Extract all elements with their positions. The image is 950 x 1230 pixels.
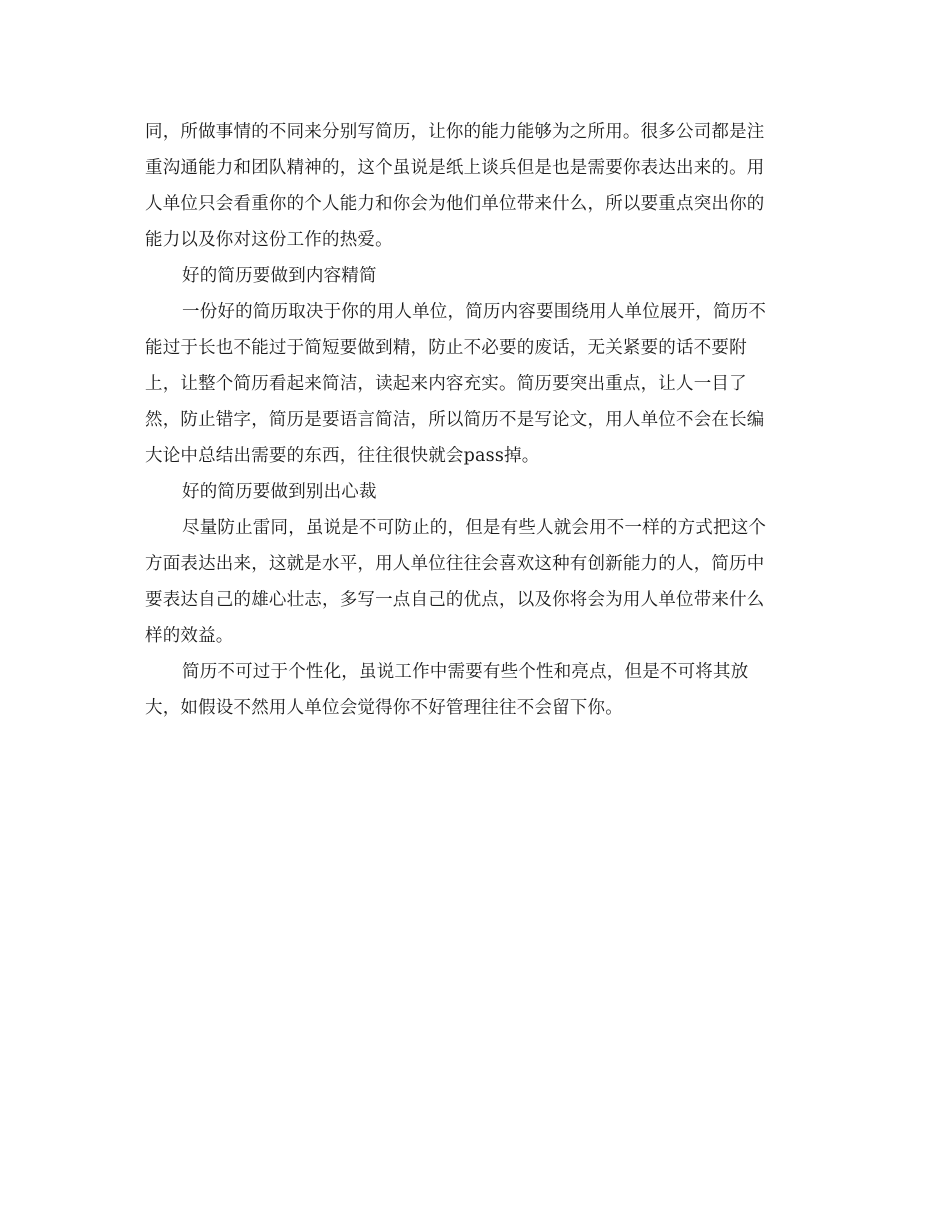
text-line: 同，所做事情的不同来分别写简历，让你的能力能够为之所用。很多公司都是注 bbox=[145, 122, 765, 142]
text-line: 尽量防止雷同，虽说是不可防止的，但是有些人就会用不一样的方式把这个 bbox=[182, 518, 767, 538]
document-body bbox=[145, 114, 805, 726]
text-line: 能力以及你对这份工作的热爱。 bbox=[145, 230, 393, 250]
heading-line: 好的简历要做到内容精简 bbox=[182, 266, 377, 286]
text-line: 人单位只会看重你的个人能力和你会为他们单位带来什么，所以要重点突出你的 bbox=[145, 194, 765, 214]
text-line: 要表达自己的雄心壮志，多写一点自己的优点，以及你将会为用人单位带来什么 bbox=[145, 590, 765, 610]
text-line: 上，让整个简历看起来简洁，读起来内容充实。简历要突出重点，让人一目了 bbox=[145, 374, 747, 394]
heading-line: 好的简历要做到别出心裁 bbox=[182, 482, 377, 502]
section-heading-concise-content bbox=[145, 258, 805, 294]
text-line: 重沟通能力和团队精神的，这个虽说是纸上谈兵但是也是需要你表达出来的。用 bbox=[145, 158, 765, 178]
text-line: 能过于长也不能过于简短要做到精，防止不必要的废话，无关紧要的话不要附 bbox=[145, 338, 747, 358]
paragraph-personalization-warning bbox=[145, 654, 805, 726]
text-line: 然，防止错字，简历是要语言简洁，所以简历不是写论文，用人单位不会在长编 bbox=[145, 410, 765, 430]
section-heading-unique-design bbox=[145, 474, 805, 510]
text-line: 大，如假设不然用人单位会觉得你不好管理往往不会留下你。 bbox=[145, 698, 623, 718]
paragraph-resume-targeting-continued bbox=[145, 114, 805, 258]
text-line: 大论中总结出需要的东西，往往很快就会pass掉。 bbox=[145, 446, 540, 466]
text-line: 简历不可过于个性化，虽说工作中需要有些个性和亮点，但是不可将其放 bbox=[182, 662, 749, 682]
text-line: 一份好的简历取决于你的用人单位，简历内容要围绕用人单位展开，简历不 bbox=[182, 302, 767, 322]
text-line: 样的效益。 bbox=[145, 626, 234, 646]
text-line: 方面表达出来，这就是水平，用人单位往往会喜欢这种有创新能力的人，简历中 bbox=[145, 554, 765, 574]
paragraph-concise-content bbox=[145, 294, 805, 474]
paragraph-unique-design bbox=[145, 510, 805, 654]
